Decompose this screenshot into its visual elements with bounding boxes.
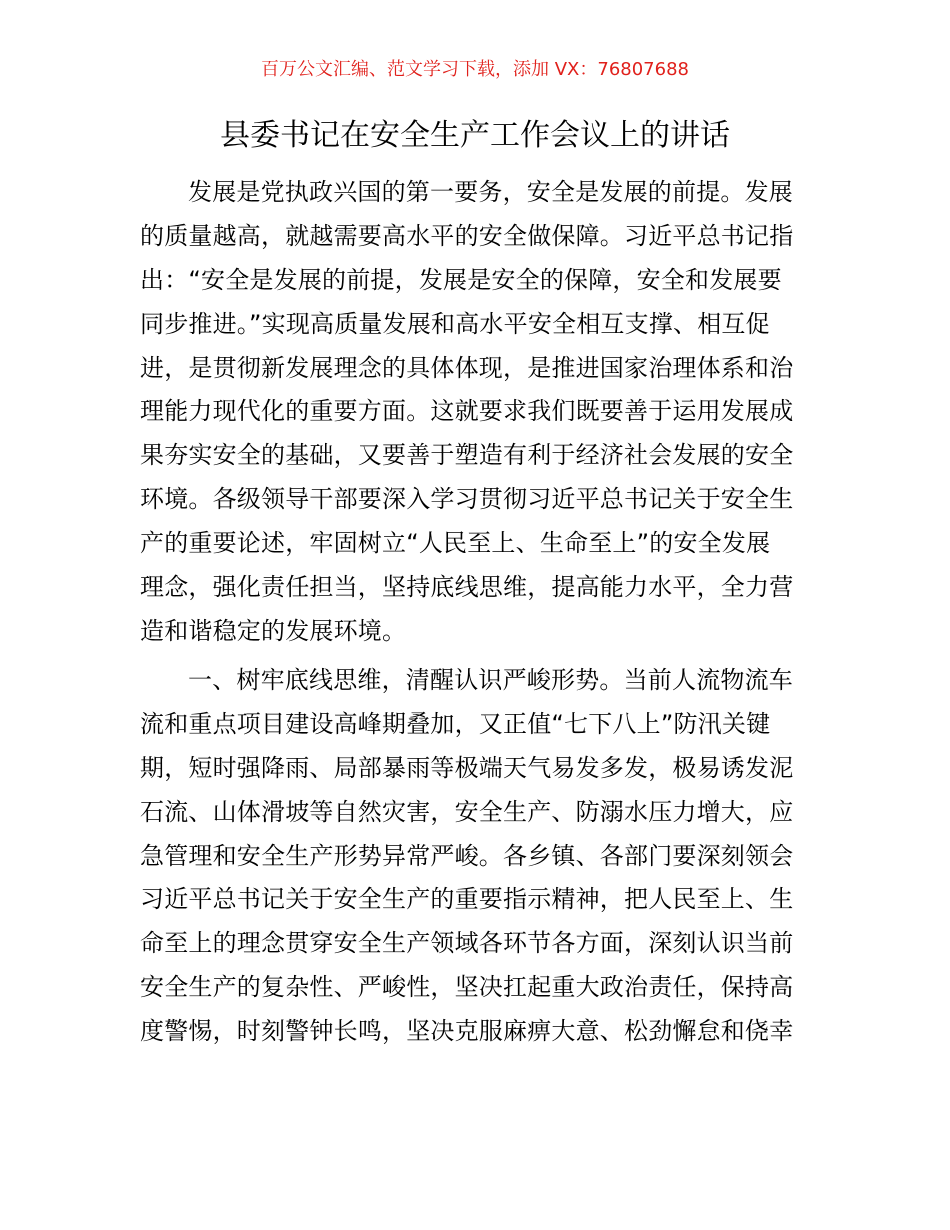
paragraph-line: 习近平总书记关于安全生产的重要指示精神，把人民至上、生 [140, 885, 794, 914]
paragraph-line: 造和谐稳定的发展环境。 [140, 616, 407, 645]
paragraph-line: 命至上的理念贯穿安全生产领域各环节各方面，深刻认识当前 [140, 929, 794, 958]
paragraph-2 [140, 659, 812, 1054]
paragraph-line: 度警惕，时刻警钟长鸣，坚决克服麻痹大意、松劲懈怠和侥幸 [140, 1017, 794, 1046]
paragraph-line: 环境。各级领导干部要深入学习贯彻习近平总书记关于安全生 [140, 485, 794, 514]
document-title: 县委书记在安全生产工作会议上的讲话 [220, 118, 730, 153]
paragraph-line: 安全生产的复杂性、严峻性，坚决扛起重大政治责任，保持高 [140, 973, 794, 1002]
paragraph-line: 进，是贯彻新发展理念的具体体现，是推进国家治理体系和治 [140, 353, 794, 382]
paragraph-line: 的质量越高，就越需要高水平的安全做保障。习近平总书记指 [140, 221, 794, 250]
paragraph-line: 期，短时强降雨、局部暴雨等极端天气易发多发，极易诱发泥 [140, 753, 794, 782]
paragraph-line: 石流、山体滑坡等自然灾害，安全生产、防溺水压力增大，应 [140, 797, 794, 826]
paragraph-line: 同步推进。”实现高质量发展和高水平安全相互支撑、相互促 [140, 309, 770, 338]
paragraph-line: 急管理和安全生产形势异常严峻。各乡镇、各部门要深刻领会 [140, 841, 794, 870]
paragraph-line: 理念，强化责任担当，坚持底线思维，提高能力水平，全力营 [140, 573, 794, 602]
paragraph-line: 产的重要论述，牢固树立“人民至上、生命至上”的安全发展 [140, 529, 771, 558]
paragraph-line: 果夯实安全的基础，又要善于塑造有利于经济社会发展的安全 [140, 441, 794, 470]
paragraph-line: 一、树牢底线思维，清醒认识严峻形势。当前人流物流车 [188, 666, 793, 694]
header-promo-text: 百万公文汇编、范文学习下载，添加 VX：76807688 [261, 59, 689, 80]
paragraph-line: 流和重点项目建设高峰期叠加，又正值“七下八上”防汛关键 [140, 709, 771, 738]
paragraph-1 [140, 171, 812, 654]
paragraph-line: 出：“安全是发展的前提，发展是安全的保障，安全和发展要 [140, 265, 782, 294]
paragraph-line: 发展是党执政兴国的第一要务，安全是发展的前提。发展 [188, 178, 793, 206]
paragraph-line: 理能力现代化的重要方面。这就要求我们既要善于运用发展成 [140, 397, 794, 426]
